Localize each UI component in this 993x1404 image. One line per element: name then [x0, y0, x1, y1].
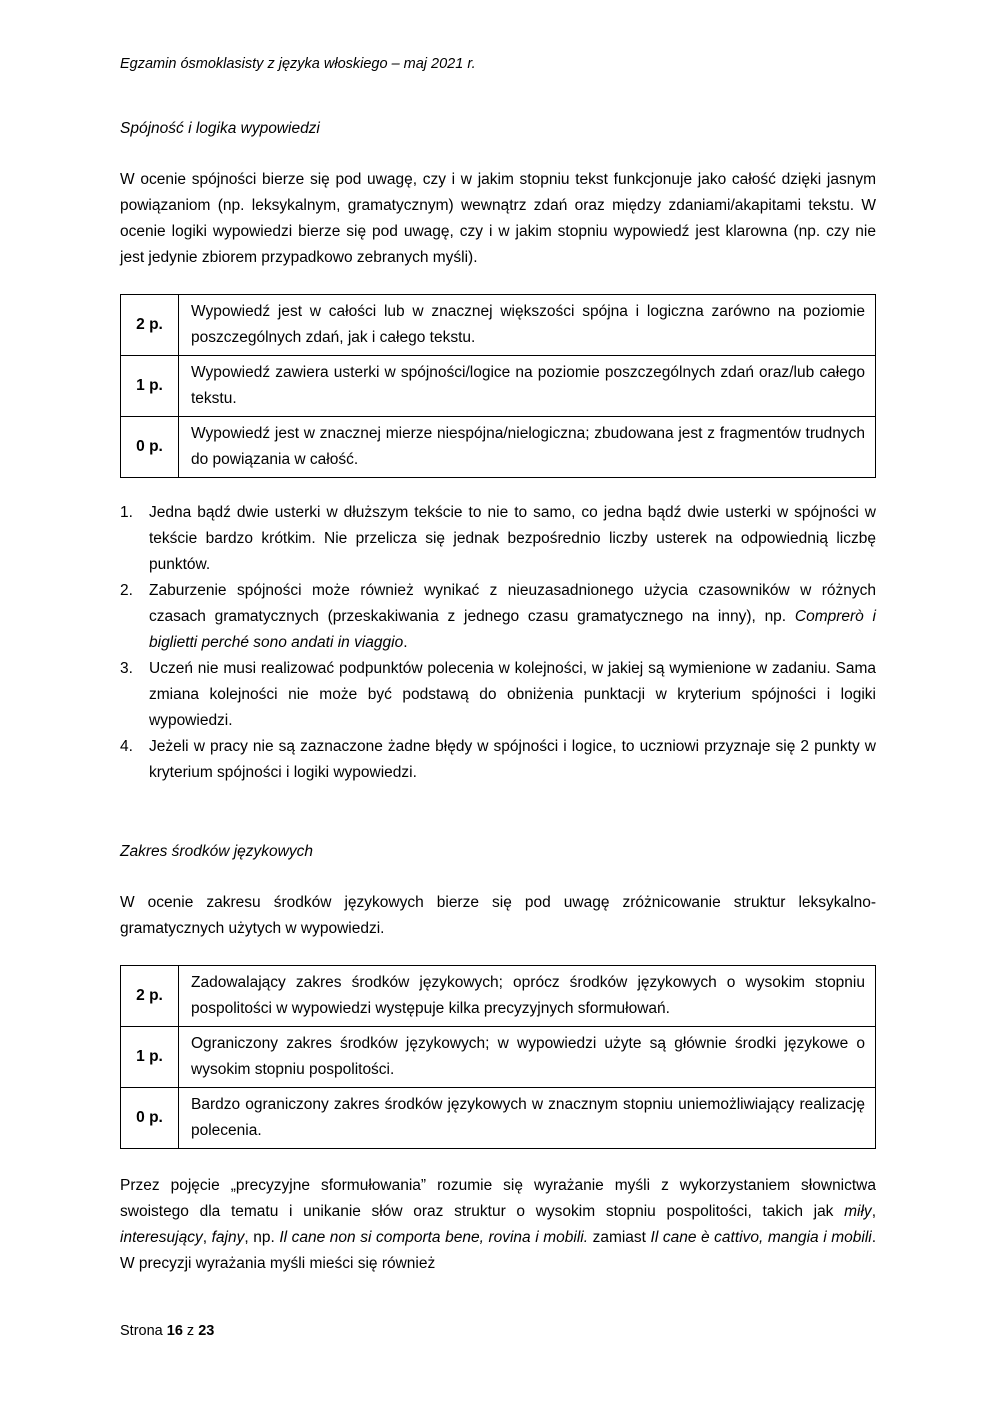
table-row [121, 966, 876, 1027]
page-number-footer: Strona 16 z 23 [120, 1323, 215, 1339]
criterion-cell: Ograniczony zakres środków językowych; w wypowiedzi użyte są głównie środki językowe o wysokim stopniu pospolitości. [179, 1027, 876, 1088]
list-item [120, 734, 876, 786]
table-row [121, 1088, 876, 1149]
list-item-number: 3. [120, 660, 133, 677]
criterion-cell: Zadowalający zakres środków językowych; oprócz środków językowych o wysokim stopniu pospolitości w wypowiedzi występuje kilka precyzyjnych sformułowań. [179, 966, 876, 1027]
section2-intro-paragraph: W ocenie zakresu środków językowych bierze się pod uwagę zróżnicowanie struktur leksykalno-gramatycznych użytych w wypowiedzi. [120, 894, 876, 937]
list-item-text: Jedna bądź dwie usterki w dłuższym tekście to nie to samo, co jedna bądź dwie usterki w spójności w tekście bardzo krótkim. Nie przelicza się jednak bezpośrednio liczby usterek na odpowiednią liczbę punktów. [149, 504, 876, 573]
criterion-cell: Wypowiedź zawiera usterki w spójności/logice na poziomie poszczególnych zdań oraz/lub całego tekstu. [179, 356, 876, 417]
rubric-table-zakres [120, 965, 876, 1149]
points-cell: 0 p. [121, 1088, 179, 1149]
section-heading-spojnosc: Spójność i logika wypowiedzi [120, 120, 320, 137]
list-item-text: Zaburzenie spójności może również wynikać z nieuzasadnionego użycia czasowników w różnych czasach gramatycznych (przeskakiwania z jednego czasu gramatycznego na inny), np. Comprerò i biglietti perché sono andati in viaggio. [149, 582, 876, 651]
list-item-number: 1. [120, 504, 133, 521]
criterion-cell: Wypowiedź jest w całości lub w znacznej większości spójna i logiczna zarówno na poziomie poszczególnych zdań, jak i całego tekstu. [179, 295, 876, 356]
table-row [121, 356, 876, 417]
closing-paragraph: Przez pojęcie „precyzyjne sformułowania” rozumie się wyrażanie myśli z wykorzystaniem słownictwa swoistego dla tematu i unikanie słów oraz struktur o wysokim stopniu pospolitości, takich jak miły, interesujący, fajny, np. Il cane non si comporta bene, rovina i mobili. zamiast Il cane è cattivo, mangia i mobili. W precyzji wyrażania myśli mieści się również [120, 1177, 877, 1272]
list-item-text: Jeżeli w pracy nie są zaznaczone żadne błędy w spójności i logice, to uczniowi przyznaje się 2 punkty w kryterium spójności i logiki wypowiedzi. [149, 738, 876, 781]
points-cell: 0 p. [121, 417, 179, 478]
list-item-number: 4. [120, 738, 133, 755]
notes-list [120, 500, 876, 786]
list-item-text: Uczeń nie musi realizować podpunktów polecenia w kolejności, w jakiej są wymienione w zadaniu. Sama zmiana kolejności nie może być podstawą do obniżenia punktacji w kryterium spójności i logiki wypowiedzi. [149, 660, 876, 729]
list-item [120, 656, 876, 734]
table-row [121, 417, 876, 478]
list-item [120, 578, 876, 656]
points-cell: 2 p. [121, 966, 179, 1027]
section-heading-zakres: Zakres środków językowych [120, 843, 313, 860]
list-item-number: 2. [120, 582, 133, 599]
list-item [120, 500, 876, 578]
section1-intro-paragraph: W ocenie spójności bierze się pod uwagę, czy i w jakim stopniu tekst funkcjonuje jako całość dzięki jasnym powiązaniom (np. leksykalnym, gramatycznym) wewnątrz zdań oraz między zdaniami/akapitami tekstu. W ocenie logiki wypowiedzi bierze się pod uwagę, czy i w jakim stopniu wypowiedź jest klarowna (np. czy nie jest jedynie zbiorem przypadkowo zebranych myśli). [120, 171, 876, 266]
points-cell: 2 p. [121, 295, 179, 356]
running-header: Egzamin ósmoklasisty z języka włoskiego – maj 2021 r. [120, 56, 476, 72]
table-row [121, 295, 876, 356]
criterion-cell: Wypowiedź jest w znacznej mierze niespójna/nielogiczna; zbudowana jest z fragmentów trudnych do powiązania w całość. [179, 417, 876, 478]
rubric-table-spojnosc [120, 294, 876, 478]
table-row [121, 1027, 876, 1088]
points-cell: 1 p. [121, 1027, 179, 1088]
points-cell: 1 p. [121, 356, 179, 417]
criterion-cell: Bardzo ograniczony zakres środków językowych w znacznym stopniu uniemożliwiający realizację polecenia. [179, 1088, 876, 1149]
